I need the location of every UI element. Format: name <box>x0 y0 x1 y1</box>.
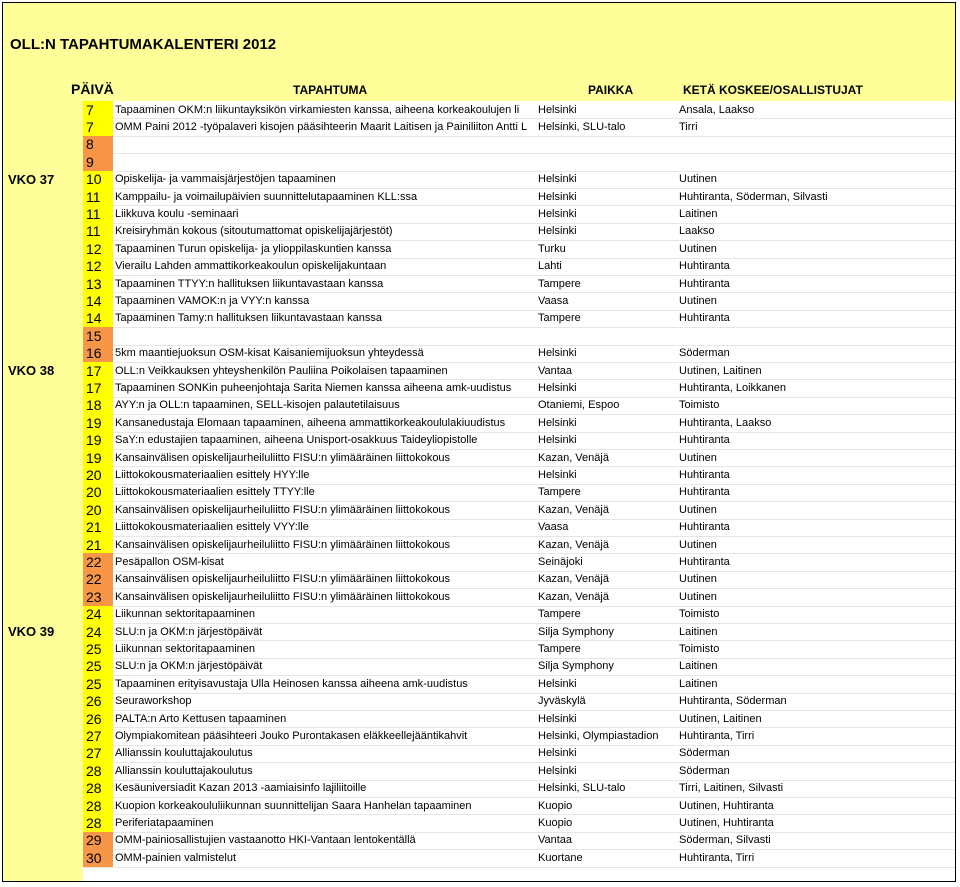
day-cell: 12 <box>83 258 113 275</box>
participants-cell: Uutinen, Huhtiranta <box>679 817 774 830</box>
table-row <box>83 814 956 832</box>
event-cell: Liikunnan sektoritapaaminen <box>115 608 256 621</box>
day-cell: 17 <box>83 362 113 379</box>
table-row <box>83 745 956 763</box>
table-row <box>83 136 956 154</box>
day-cell: 28 <box>83 797 113 814</box>
event-cell: Tapaaminen VAMOK:n ja VYY:n kanssa <box>115 295 310 308</box>
place-cell: Helsinki <box>538 347 577 360</box>
day-cell: 18 <box>83 397 113 414</box>
table-row <box>83 275 956 293</box>
header-event: TAPAHTUMA <box>293 83 368 97</box>
place-cell: Kazan, Venäjä <box>538 538 609 551</box>
day-cell: 20 <box>83 484 113 501</box>
participants-cell <box>679 136 956 153</box>
event-cell: OMM Paini 2012 -työpalaveri kisojen pääsihteerin Maarit Laitisen ja Painiliiton Antti L <box>115 121 528 134</box>
participants-cell: Uutinen <box>679 538 717 551</box>
table-row <box>83 623 956 641</box>
place-cell: Silja Symphony <box>538 660 614 673</box>
day-cell: 23 <box>83 588 113 605</box>
place-cell <box>538 327 682 344</box>
event-cell <box>115 153 536 170</box>
event-cell: OMM-painiosallistujien vastaanotto HKI-Vantaan lentokentällä <box>115 834 416 847</box>
participants-cell: Toimisto <box>679 608 720 621</box>
event-cell: Opiskelija- ja vammaisjärjestöjen tapaaminen <box>115 173 336 186</box>
participants-cell: Söderman <box>679 347 730 360</box>
day-cell: 16 <box>83 345 113 362</box>
week-label: VKO 38 <box>8 363 55 378</box>
event-cell: Liikunnan sektoritapaaminen <box>115 643 256 656</box>
place-cell <box>538 153 682 170</box>
participants-cell: Uutinen <box>679 451 717 464</box>
participants-cell <box>679 153 956 170</box>
event-cell: Kuopion korkeakoululiikunnan suunnittelijan Saara Hanhelan tapaaminen <box>115 799 472 812</box>
event-cell: Kesäuniversiadit Kazan 2013 -aamiaisinfo lajiliitoille <box>115 782 367 795</box>
participants-cell: Huhtiranta, Loikkanen <box>679 382 787 395</box>
event-cell: Pesäpallon OSM-kisat <box>115 556 224 569</box>
participants-cell: Toimisto <box>679 399 720 412</box>
participants-cell: Tirri, Laitinen, Silvasti <box>679 782 784 795</box>
event-cell: 5km maantiejuoksun OSM-kisat Kaisaniemijuoksun yhteydessä <box>115 347 424 360</box>
participants-cell: Huhtiranta, Laakso <box>679 416 772 429</box>
participants-cell: Huhtiranta, Söderman, Silvasti <box>679 190 828 203</box>
participants-cell: Huhtiranta <box>679 521 730 534</box>
place-cell: Helsinki, SLU-talo <box>538 121 626 134</box>
place-cell: Tampere <box>538 486 581 499</box>
participants-cell: Laitinen <box>679 660 718 673</box>
participants-cell: Ansala, Laakso <box>679 103 755 116</box>
place-cell: Jyväskylä <box>538 695 586 708</box>
event-cell: AYY:n ja OLL:n tapaaminen, SELL-kisojen palautetilaisuus <box>115 399 400 412</box>
day-cell: 29 <box>83 832 113 849</box>
place-cell: Helsinki <box>538 469 577 482</box>
place-cell: Helsinki, Olympiastadion <box>538 730 659 743</box>
event-cell: OMM-painien valmistelut <box>115 851 237 864</box>
participants-cell: Uutinen <box>679 295 717 308</box>
place-cell: Helsinki <box>538 173 577 186</box>
participants-cell: Huhtiranta <box>679 556 730 569</box>
place-cell: Helsinki <box>538 677 577 690</box>
table-row <box>83 606 956 624</box>
table-row <box>83 258 956 276</box>
table-row <box>83 310 956 328</box>
table-row <box>83 640 956 658</box>
table-row <box>83 571 956 589</box>
participants-cell: Uutinen <box>679 503 717 516</box>
day-cell: 25 <box>83 640 113 657</box>
participants-cell <box>679 327 956 344</box>
participants-cell: Tirri <box>679 121 698 134</box>
event-cell <box>115 327 536 344</box>
place-cell: Helsinki <box>538 747 577 760</box>
participants-cell: Uutinen, Laitinen <box>679 364 762 377</box>
day-cell: 15 <box>83 327 113 344</box>
table-row <box>83 327 956 345</box>
week-label: VKO 37 <box>8 171 55 187</box>
participants-cell: Uutinen <box>679 173 717 186</box>
table-row <box>83 832 956 850</box>
day-cell: 25 <box>83 658 113 675</box>
day-cell: 9 <box>83 153 113 170</box>
event-cell: Olympiakomitean pääsihteeri Jouko Purontakasen eläkkeellejääntikahvit <box>115 730 468 743</box>
participants-cell: Laitinen <box>679 625 718 638</box>
event-cell: SLU:n ja OKM:n järjestöpäivät <box>115 660 263 673</box>
participants-cell: Huhtiranta <box>679 486 730 499</box>
event-cell: Seuraworkshop <box>115 695 192 708</box>
day-cell: 19 <box>83 432 113 449</box>
place-cell: Tampere <box>538 643 581 656</box>
day-cell: 17 <box>83 379 113 396</box>
table-row <box>83 171 956 189</box>
table-row <box>83 553 956 571</box>
place-cell: Tampere <box>538 608 581 621</box>
table-row <box>83 397 956 415</box>
place-cell: Lahti <box>538 260 562 273</box>
header-day: PÄIVÄ <box>71 81 114 97</box>
event-cell: PALTA:n Arto Kettusen tapaaminen <box>115 712 287 725</box>
table-row <box>83 658 956 676</box>
calendar-sheet <box>2 2 956 882</box>
event-cell: Liikkuva koulu -seminaari <box>115 208 239 221</box>
table-row <box>83 727 956 745</box>
day-cell: 11 <box>83 223 113 240</box>
day-cell: 28 <box>83 762 113 779</box>
event-cell: Kreisiryhmän kokous (sitoutumattomat opiskelijajärjestöt) <box>115 225 393 238</box>
participants-cell: Söderman <box>679 764 730 777</box>
place-cell: Helsinki <box>538 225 577 238</box>
table-row <box>83 362 956 380</box>
table-row <box>83 710 956 728</box>
day-cell: 7 <box>83 118 113 135</box>
table-row <box>83 780 956 798</box>
participants-cell: Laakso <box>679 225 715 238</box>
place-cell: Otaniemi, Espoo <box>538 399 620 412</box>
place-cell: Helsinki <box>538 208 577 221</box>
week-label: VKO 39 <box>8 624 55 639</box>
event-cell: Tapaaminen erityisavustaja Ulla Heinosen kanssa aiheena amk-uudistus <box>115 677 468 690</box>
participants-cell: Huhtiranta <box>679 434 730 447</box>
table-row <box>83 466 956 484</box>
table-row <box>83 379 956 397</box>
place-cell: Kuortane <box>538 851 583 864</box>
event-cell: Periferiatapaaminen <box>115 817 214 830</box>
participants-cell: Uutinen, Laitinen <box>679 712 762 725</box>
event-cell: Kansainvälisen opiskelijaurheiluliitto FISU:n ylimääräinen liittokokous <box>115 573 451 586</box>
event-cell: Kansanedustaja Elomaan tapaaminen, aiheena ammattikorkeakoululakiuudistus <box>115 416 506 429</box>
event-cell <box>115 136 536 153</box>
day-cell: 27 <box>83 727 113 744</box>
place-cell: Vantaa <box>538 834 573 847</box>
table-row <box>83 675 956 693</box>
day-cell: 13 <box>83 275 113 292</box>
place-cell: Tampere <box>538 312 581 325</box>
participants-cell: Uutinen <box>679 590 717 603</box>
place-cell: Kuopio <box>538 799 573 812</box>
event-cell: OLL:n Veikkauksen yhteyshenkilön Pauliina Poikolaisen tapaaminen <box>115 364 448 377</box>
day-cell: 25 <box>83 675 113 692</box>
table-row <box>83 519 956 537</box>
table-row <box>83 501 956 519</box>
participants-cell: Söderman <box>679 747 730 760</box>
event-table <box>3 3 955 881</box>
event-cell: Allianssin kouluttajakoulutus <box>115 764 253 777</box>
participants-cell: Huhtiranta <box>679 469 730 482</box>
place-cell: Helsinki <box>538 190 577 203</box>
event-cell: SaY:n edustajien tapaaminen, aiheena Unisport-osakkuus Taideyliopistolle <box>115 434 478 447</box>
day-cell: 19 <box>83 449 113 466</box>
day-cell: 11 <box>83 188 113 205</box>
participants-cell: Huhtiranta, Tirri <box>679 730 755 743</box>
table-row <box>83 693 956 711</box>
participants-cell: Huhtiranta, Söderman <box>679 695 787 708</box>
day-cell: 12 <box>83 240 113 257</box>
participants-cell: Huhtiranta <box>679 277 730 290</box>
place-cell: Seinäjoki <box>538 556 583 569</box>
day-cell: 26 <box>83 710 113 727</box>
day-cell: 21 <box>83 536 113 553</box>
event-cell: Tapaaminen SONKin puheenjohtaja Sarita Niemen kanssa aiheena amk-uudistus <box>115 382 512 395</box>
day-cell: 19 <box>83 414 113 431</box>
participants-cell: Söderman, Silvasti <box>679 834 771 847</box>
event-cell: Liittokokousmateriaalien esittely VYY:lle <box>115 521 309 534</box>
participants-cell: Huhtiranta <box>679 260 730 273</box>
table-row <box>83 345 956 363</box>
place-cell: Vaasa <box>538 521 569 534</box>
place-cell: Helsinki <box>538 382 577 395</box>
table-row <box>83 797 956 815</box>
event-cell: Liittokokousmateriaalien esittely HYY:lle <box>115 469 310 482</box>
table-row <box>83 588 956 606</box>
place-cell: Helsinki <box>538 764 577 777</box>
event-cell: Tapaaminen OKM:n liikuntayksikön virkamiesten kanssa, aiheena korkeakoulujen li <box>115 103 520 116</box>
day-cell: 14 <box>83 292 113 309</box>
day-cell: 20 <box>83 466 113 483</box>
event-cell: Kansainvälisen opiskelijaurheiluliitto FISU:n ylimääräinen liittokokous <box>115 503 451 516</box>
event-cell: Allianssin kouluttajakoulutus <box>115 747 253 760</box>
day-cell: 24 <box>83 606 113 623</box>
table-row <box>83 414 956 432</box>
table-row <box>83 536 956 554</box>
table-row <box>83 762 956 780</box>
day-cell: 24 <box>83 623 113 640</box>
table-row <box>83 188 956 206</box>
event-cell: Kansainvälisen opiskelijaurheiluliitto FISU:n ylimääräinen liittokokous <box>115 590 451 603</box>
participants-cell: Uutinen, Huhtiranta <box>679 799 774 812</box>
place-cell: Helsinki <box>538 712 577 725</box>
header-participants: KETÄ KOSKEE/OSALLISTUJAT <box>683 83 863 97</box>
place-cell: Helsinki <box>538 103 577 116</box>
place-cell: Kazan, Venäjä <box>538 503 609 516</box>
table-row <box>83 449 956 467</box>
table-row <box>83 432 956 450</box>
participants-cell: Laitinen <box>679 208 718 221</box>
place-cell: Helsinki <box>538 434 577 447</box>
event-cell: Vierailu Lahden ammattikorkeakoulun opiskelijakuntaan <box>115 260 387 273</box>
header-place: PAIKKA <box>588 83 634 97</box>
place-cell: Kazan, Venäjä <box>538 573 609 586</box>
place-cell: Kuopio <box>538 817 573 830</box>
day-cell: 10 <box>83 171 113 188</box>
day-cell: 26 <box>83 693 113 710</box>
participants-cell: Uutinen <box>679 573 717 586</box>
day-cell: 8 <box>83 136 113 153</box>
event-cell: SLU:n ja OKM:n järjestöpäivät <box>115 625 263 638</box>
day-cell: 21 <box>83 519 113 536</box>
event-cell: Tapaaminen Turun opiskelija- ja ylioppilaskuntien kanssa <box>115 242 392 255</box>
place-cell: Kazan, Venäjä <box>538 590 609 603</box>
table-row <box>83 240 956 258</box>
participants-cell: Huhtiranta, Tirri <box>679 851 755 864</box>
place-cell: Silja Symphony <box>538 625 614 638</box>
event-cell: Tapaaminen TTYY:n hallituksen liikuntavastaan kanssa <box>115 277 384 290</box>
table-row <box>83 292 956 310</box>
event-cell: Liittokokousmateriaalien esittely TTYY:lle <box>115 486 315 499</box>
event-cell: Tapaaminen Tamy:n hallituksen liikuntavastaan kanssa <box>115 312 383 325</box>
table-row <box>83 223 956 241</box>
day-cell: 22 <box>83 553 113 570</box>
place-cell: Vaasa <box>538 295 569 308</box>
place-cell: Tampere <box>538 277 581 290</box>
event-cell: Kansainvälisen opiskelijaurheiluliitto FISU:n ylimääräinen liittokokous <box>115 538 451 551</box>
page-title: OLL:N TAPAHTUMAKALENTERI 2012 <box>10 36 277 53</box>
table-row <box>83 205 956 223</box>
event-cell: Kamppailu- ja voimailupäivien suunnittelutapaaminen KLL:ssa <box>115 190 418 203</box>
event-cell: Kansainvälisen opiskelijaurheiluliitto FISU:n ylimääräinen liittokokous <box>115 451 451 464</box>
day-cell: 14 <box>83 310 113 327</box>
place-cell: Turku <box>538 242 566 255</box>
table-row <box>83 849 956 867</box>
day-cell: 20 <box>83 501 113 518</box>
place-cell: Helsinki, SLU-talo <box>538 782 626 795</box>
place-cell: Helsinki <box>538 416 577 429</box>
day-cell: 27 <box>83 745 113 762</box>
table-row <box>83 101 956 119</box>
day-cell: 22 <box>83 571 113 588</box>
place-cell: Kazan, Venäjä <box>538 451 609 464</box>
participants-cell: Toimisto <box>679 643 720 656</box>
participants-cell: Huhtiranta <box>679 312 730 325</box>
participants-cell: Uutinen <box>679 242 717 255</box>
day-cell: 30 <box>83 849 113 866</box>
place-cell <box>538 136 682 153</box>
day-cell: 28 <box>83 780 113 797</box>
participants-cell: Laitinen <box>679 677 718 690</box>
day-cell: 7 <box>83 101 113 118</box>
table-row <box>83 484 956 502</box>
place-cell: Vantaa <box>538 364 573 377</box>
table-row <box>83 153 956 171</box>
day-cell: 28 <box>83 814 113 831</box>
day-cell: 11 <box>83 205 113 222</box>
table-row <box>83 118 956 136</box>
